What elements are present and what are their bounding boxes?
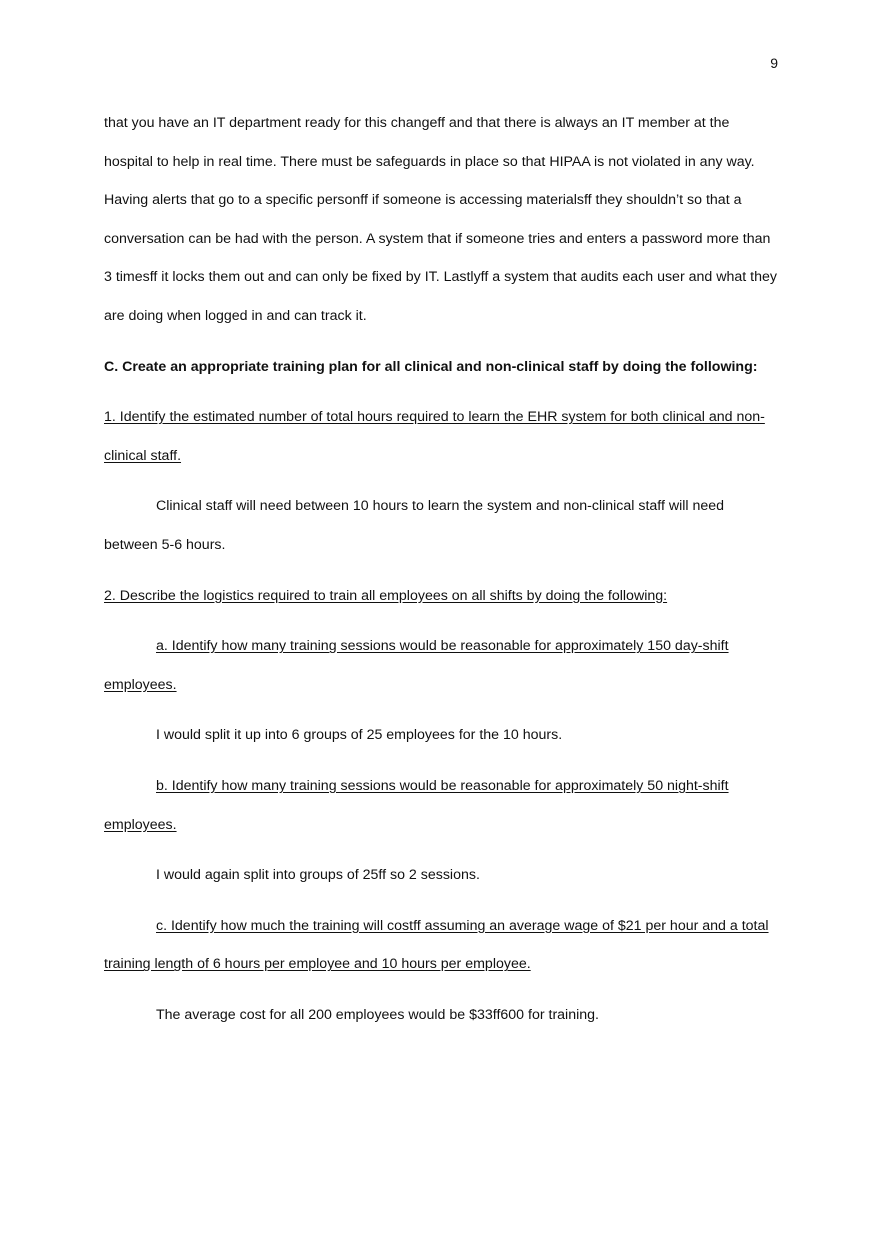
question-2c-answer: The average cost for all 200 employees would be $33ff600 for training. [156,1006,599,1023]
question-2-heading: 2. Describe the logistics required to train all employees on all shifts by doing the following: [104,587,668,604]
question-2a-answer: I would split it up into 6 groups of 25 employees for the 10 hours. [156,727,563,744]
page-number: 9 [770,55,778,71]
question-1-heading: 1. Identify the estimated number of total hours required to learn the EHR system for both clinical and non-clinical staff. [104,409,765,464]
section-c-heading: C. Create an appropriate training plan for all clinical and non-clinical staff by doing the following: [104,358,758,375]
question-2c-heading: c. Identify how much the training will costff assuming an average wage of $21 per hour and a total training length of 6 hours per employee and 10 hours per employee. [104,917,769,973]
document-body [104,104,780,1034]
question-2b-heading: b. Identify how many training sessions would be reasonable for approximately 50 night-shift employees. [104,777,729,833]
question-1-answer: Clinical staff will need between 10 hours to learn the system and non-clinical staff will need between 5-6 hours. [104,498,725,553]
question-2b-answer: I would again split into groups of 25ff so 2 sessions. [156,867,480,884]
intro-paragraph: that you have an IT department ready for this changeff and that there is always an IT member at the hospital to help in real time. There must be safeguards in place so that HIPAA is not violated in any way. Having alerts that go to a specific personff if someone is accessing materialsff they shouldn’t so that a conversation can be had with the person. A system that if someone tries and enters a password more than 3 timesff it locks them out and can only be fixed by IT. Lastlyff a system that audits each user and what they are doing when logged in and can track it. [104,115,777,324]
question-2a-heading: a. Identify how many training sessions would be reasonable for approximately 150 day-shift employees. [104,638,729,693]
